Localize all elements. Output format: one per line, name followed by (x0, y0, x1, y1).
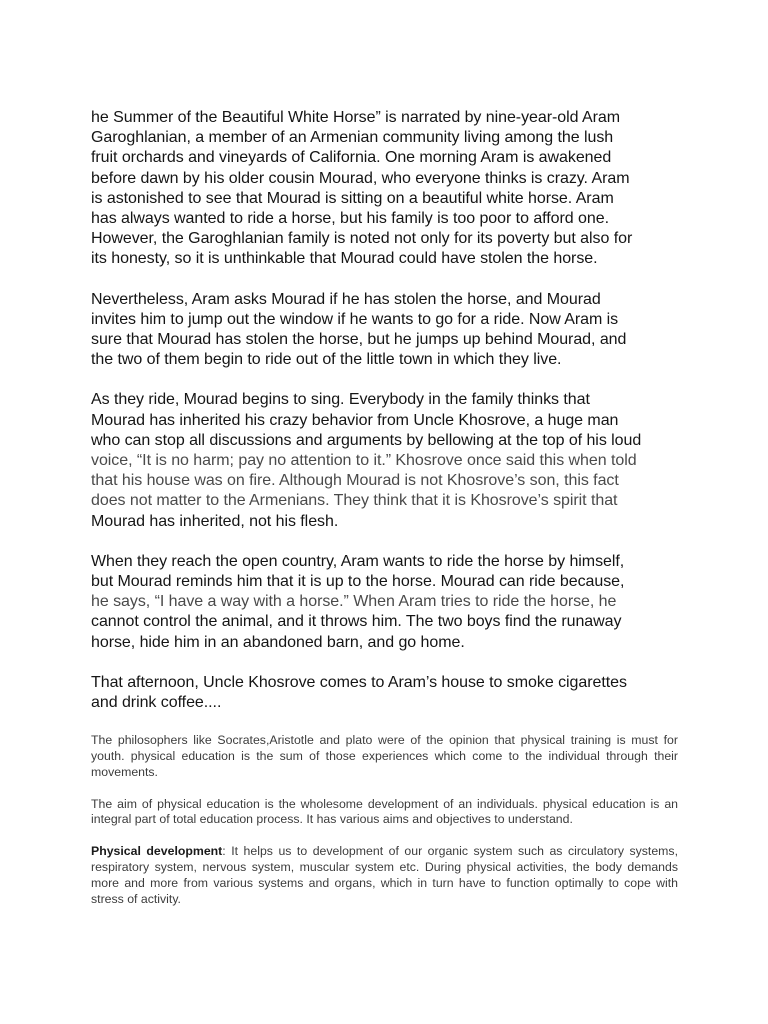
text-line: Mourad has inherited, not his flesh. (91, 512, 339, 530)
story-paragraph-3 (91, 390, 681, 531)
story-paragraph-1 (91, 108, 681, 270)
story-paragraph-2 (91, 290, 681, 371)
physical-development-label: Physical development (91, 844, 223, 859)
text-line: he says, “I have a way with a horse.” When Aram tries to ride the horse, he (91, 593, 617, 611)
text-line: before dawn by his older cousin Mourad, who everyone thinks is crazy. Aram (91, 169, 630, 187)
text-line: does not matter to the Armenians. They think that it is Khosrove’s spirit that (91, 492, 618, 510)
text-line: Garoghlanian, a member of an Armenian community living among the lush (91, 129, 614, 147)
text-line: That afternoon, Uncle Khosrove comes to Aram’s house to smoke cigarettes (91, 673, 627, 691)
text-line: the two of them begin to ride out of the little town in which they live. (91, 351, 562, 369)
physical-development-text: : It helps us to development of our organic system such as circulatory systems, respiratory system, nervous system, muscular system etc. During physical activities, the body demands more and more from various systems and organs, which in turn have to function optimally to cope with stress of activity. (91, 844, 678, 906)
text-line: fruit orchards and vineyards of California. One morning Aram is awakened (91, 149, 612, 167)
text-line: Mourad has inherited his crazy behavior from Uncle Khosrove, a huge man (91, 411, 619, 429)
text-line: is astonished to see that Mourad is sitting on a beautiful white horse. Aram (91, 189, 614, 207)
text-line: As they ride, Mourad begins to sing. Everybody in the family thinks that (91, 391, 590, 409)
text-line: its honesty, so it is unthinkable that Mourad could have stolen the horse. (91, 250, 598, 268)
text-line: he Summer of the Beautiful White Horse” is narrated by nine-year-old Aram (91, 109, 621, 126)
text-line: voice, “It is no harm; pay no attention to it.” Khosrove once said this when told (91, 452, 637, 470)
physical-education-article (91, 733, 681, 907)
article-paragraph-1: The philosophers like Socrates,Aristotle and plato were of the opinion that physical training is must for youth. physical education is the sum of those experiences which come to the individual through their movements. (91, 733, 678, 779)
text-line: has always wanted to ride a horse, but his family is too poor to afford one. (91, 210, 609, 228)
story-paragraph-5 (91, 673, 681, 713)
text-line: invites him to jump out the window if he wants to go for a ride. Now Aram is (91, 310, 619, 328)
text-line: but Mourad reminds him that it is up to the horse. Mourad can ride because, (91, 573, 625, 591)
text-line: Nevertheless, Aram asks Mourad if he has stolen the horse, and Mourad (91, 290, 601, 308)
text-line: that his house was on fire. Although Mourad is not Khosrove’s son, this fact (91, 472, 619, 490)
text-line: who can stop all discussions and arguments by bellowing at the top of his loud (91, 431, 642, 449)
text-line: cannot control the animal, and it throws him. The two boys find the runaway (91, 613, 622, 631)
article-paragraph-3 (91, 844, 678, 907)
text-line: When they reach the open country, Aram wants to ride the horse by himself, (91, 552, 625, 570)
story-summary (91, 108, 681, 713)
story-paragraph-4 (91, 552, 681, 653)
text-line: sure that Mourad has stolen the horse, but he jumps up behind Mourad, and (91, 331, 627, 349)
text-line: However, the Garoghlanian family is noted not only for its poverty but also for (91, 230, 633, 248)
text-line: and drink coffee.... (91, 694, 222, 712)
article-paragraph-2: The aim of physical education is the wholesome development of an individuals. physical education is an integral part of total education process. It has various aims and objectives to understand. (91, 796, 678, 827)
document-page (91, 108, 681, 923)
text-line: horse, hide him in an abandoned barn, and go home. (91, 633, 465, 651)
